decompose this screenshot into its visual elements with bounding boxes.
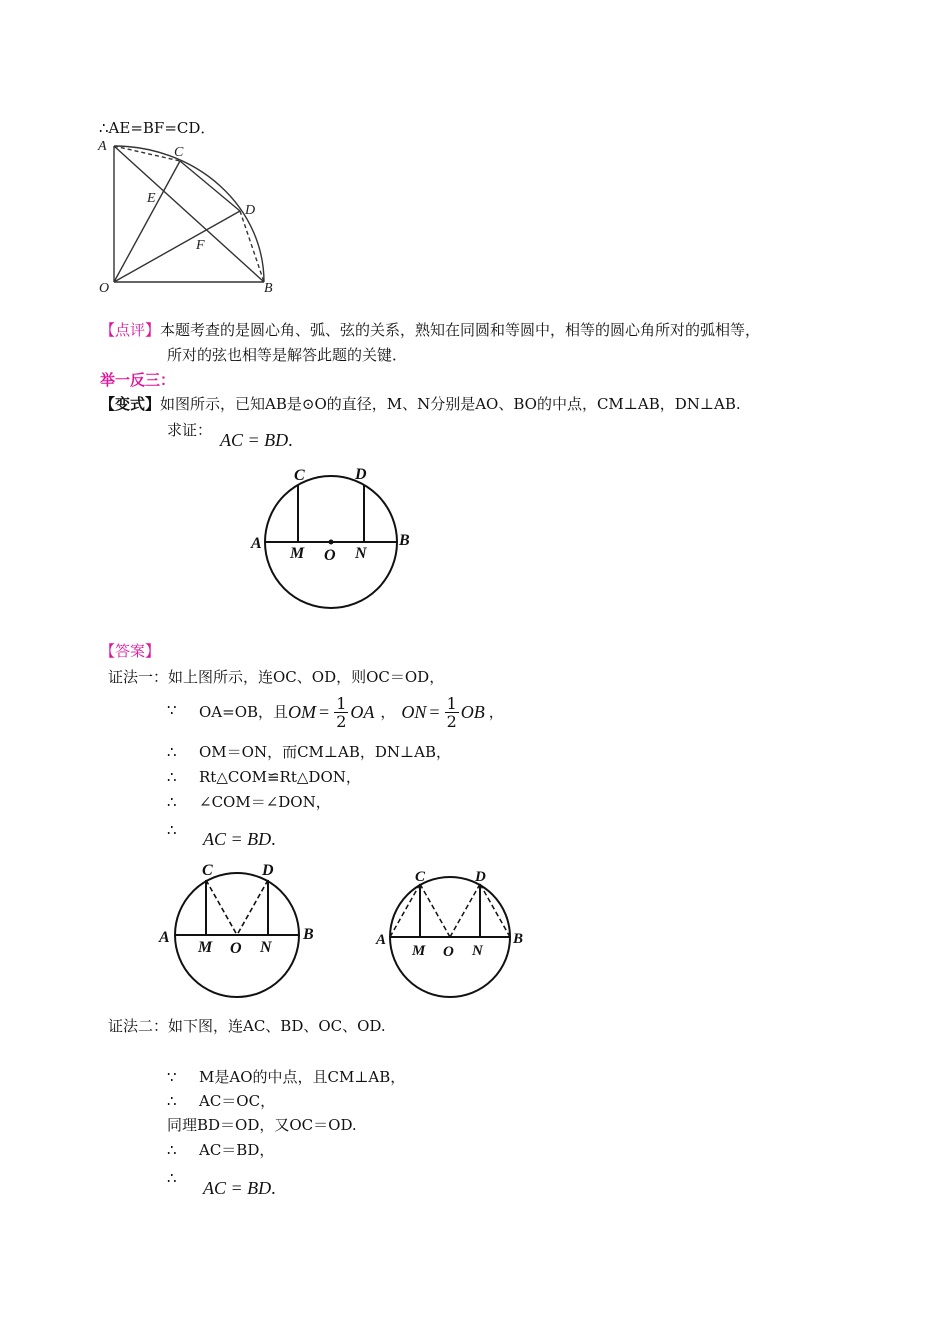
label-m: M [290,545,305,562]
method2-line4: AC＝BD， [199,1141,275,1159]
label-f: F [196,238,205,253]
segment-cd [180,161,240,211]
because-symbol-2: ∵ [167,1068,177,1086]
circle-figure-method2 [372,862,532,1002]
center-point [329,540,334,545]
label-a: A [159,929,170,946]
label-d: D [245,203,256,218]
label-b: B [303,926,314,943]
m1-ob: OB [460,701,485,722]
top-conclusion: ∴AE=BF=CD． [99,119,216,137]
m1-on: ON [401,701,427,722]
method1-line4: ∠COM＝∠DON， [199,793,331,811]
therefore-symbol-6: ∴ [167,1141,177,1159]
method2-line1: M是AO的中点，且CM⊥AB， [199,1068,406,1086]
m1-eq1: = [319,701,330,722]
fraction-half-1: $\frac{1}{2}$ [336,693,347,731]
label-o: O [443,944,454,960]
therefore-symbol-4: ∴ [167,821,177,839]
prove-expression: AC = BD. [220,430,293,450]
therefore-symbol-1: ∴ [167,743,177,761]
prove-label: 求证： [167,421,213,439]
m1-l5-expr: AC = BD [203,829,272,849]
circle-figure-method1 [150,855,330,1005]
answer-tag: 【答案】 [100,642,161,660]
m2-l5-expr: AC = BD [203,1178,272,1198]
comment-tag: 【点评】 [100,321,161,339]
comment-line-1 [100,320,760,340]
label-d: D [355,466,367,483]
variant-tag: 【变式】 [100,395,161,413]
label-d: D [475,869,486,885]
method2-intro: 证法二：如下图，连AC、BD、OC、OD. [108,1017,386,1035]
m1-om: OM [288,701,317,722]
label-a: A [251,535,262,552]
method2-line2: AC＝OC， [199,1092,276,1110]
label-b: B [513,931,524,947]
label-c: C [415,869,426,885]
dashed-oc [206,880,237,935]
label-n: N [260,939,272,956]
label-c: C [174,145,184,160]
prove-expr-text: AC = BD [220,430,289,450]
label-a: A [98,139,107,154]
label-m: M [412,943,426,959]
variant-line [100,394,741,414]
label-c: C [202,862,213,879]
method1-line1 [199,692,504,732]
method2-line3: 同理BD＝OD，又OC＝OD. [167,1116,357,1134]
therefore-symbol-7: ∴ [167,1169,177,1187]
comment-text-1: 本题考查的是圆心角、弧、弦的关系，熟知在同圆和等圆中，相等的圆心角所对的弧相等， [160,321,761,339]
circle-figure-main [245,462,425,612]
dashed-ac [390,884,420,937]
label-d: D [262,862,274,879]
m1-sep-1: ， [380,703,396,721]
label-a: A [376,932,387,948]
therefore-symbol-5: ∴ [167,1092,177,1110]
method1-line5: AC = BD. [203,829,276,849]
dashed-od [237,880,268,935]
therefore-symbol-3: ∴ [167,793,177,811]
label-n: N [472,943,483,959]
variant-text: 如图所示，已知AB是⊙O的直径，M、N分别是AO、BO的中点，CM⊥AB，DN⊥AB. [160,395,741,413]
label-o: O [230,940,242,957]
comment-text-2: 所对的弦也相等是解答此题的关键． [167,346,408,364]
because-symbol-1: ∵ [167,701,177,719]
method1-intro: 证法一：如上图所示，连OC、OD，则OC＝OD， [108,668,445,686]
dashed-oc [420,884,450,937]
m1-sep-2: ， [488,703,504,721]
label-o: O [324,547,336,564]
label-b: B [264,281,273,296]
therefore-symbol-2: ∴ [167,768,177,786]
section-title: 举一反三： [100,371,176,389]
label-m: M [198,939,213,956]
fraction-half-2: $\frac{1}{2}$ [446,693,457,731]
m1-l1-text: OA=OB，且 [199,703,289,721]
m1-eq2: = [429,701,440,722]
label-n: N [355,545,367,562]
label-e: E [147,191,156,206]
label-c: C [294,467,305,484]
label-o: O [99,281,110,296]
dashed-od [450,884,480,937]
dashed-ac [114,146,180,161]
dashed-bd [480,884,510,937]
method1-line2: OM＝ON，而CM⊥AB，DN⊥AB， [199,743,451,761]
quarter-circle-figure [92,136,282,296]
method2-line5: AC = BD. [203,1178,276,1198]
method1-line3: Rt△COM≌Rt△DON， [199,768,361,786]
m1-oa: OA [350,701,375,722]
label-b: B [399,532,410,549]
